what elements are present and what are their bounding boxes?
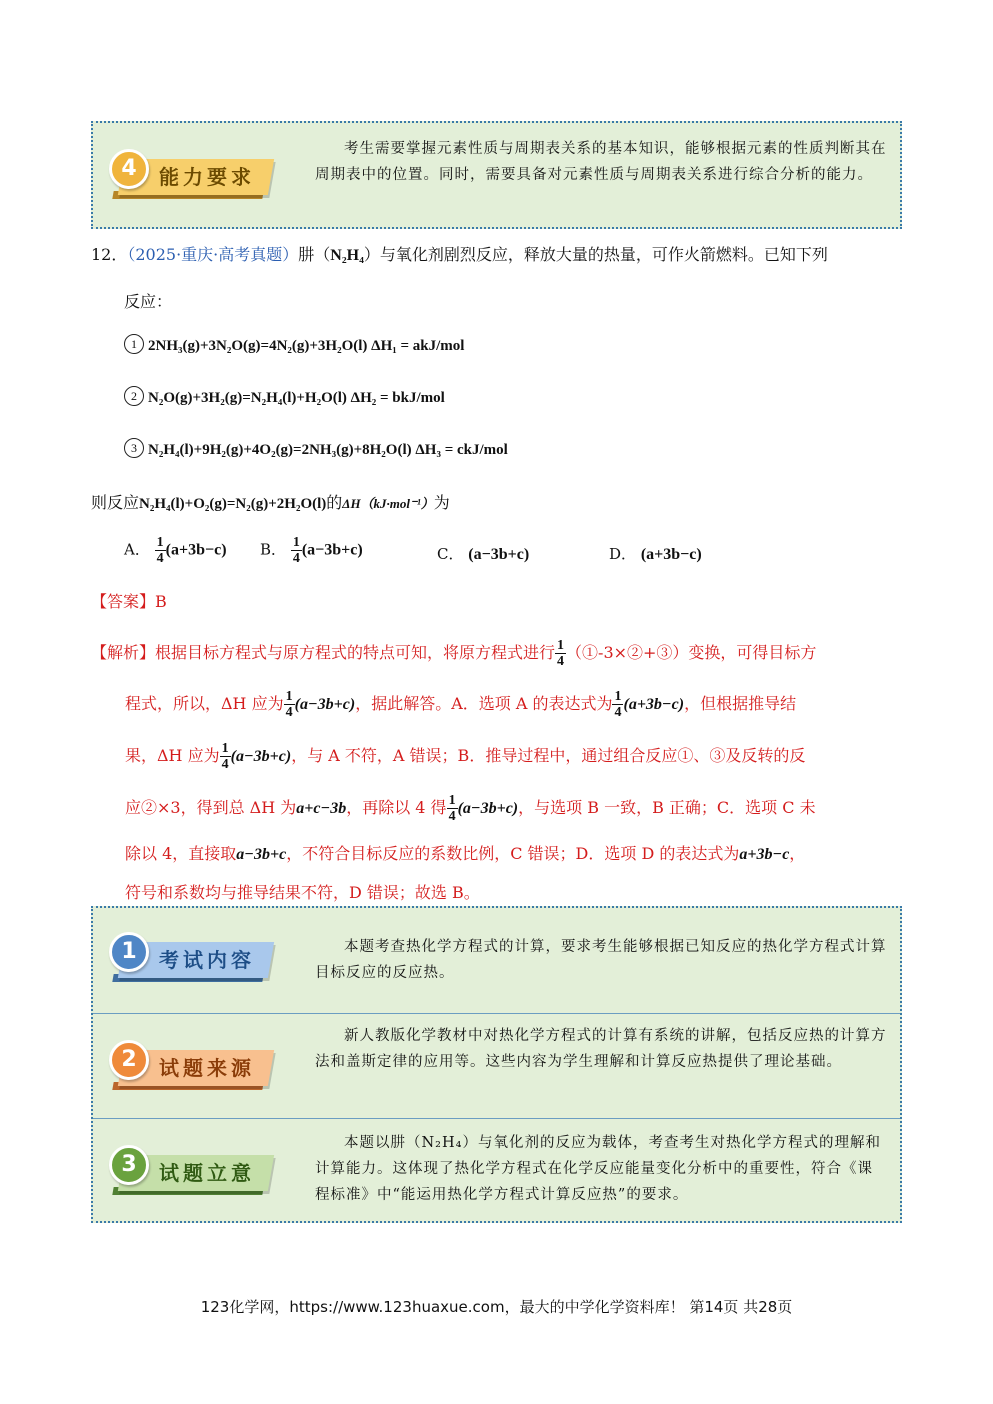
question-source-badge xyxy=(107,1036,277,1098)
badge-title: 考试内容 xyxy=(159,948,255,972)
hydrazine-formula: N₂H₄ xyxy=(330,247,364,264)
question-intent-text: 本题以肼（N₂H₄）与氧化剂的反应为载体，考查考生对热化学方程式的理解和计算能力。这体现了热化学方程式在化学反应能量变化分析中的重要性，符合《课程标准》中“能运用热化学方程式计算反应热”的要求。 xyxy=(315,1135,881,1203)
analysis-line xyxy=(91,834,901,875)
analysis-text: ，据此解答。A．选项 A 的表达式为 xyxy=(355,694,613,713)
answer-label: 【答案】 xyxy=(91,592,156,611)
target-text: 的 xyxy=(326,493,343,512)
circle-number: 3 xyxy=(124,438,144,458)
question-stem xyxy=(91,240,902,271)
option-expression: (a−3b+c) xyxy=(301,541,363,559)
analysis-text: ，不符合目标反应的系数比例，C 错误；D．选项 D 的表达式为 xyxy=(286,844,740,863)
circle-number: 2 xyxy=(124,386,144,406)
reaction-equation: N₂H₄(l)+9H₂(g)+4O₂(g)=2NH₃(g)+8H₂O(l) ΔH₃ = ckJ/mol xyxy=(148,442,508,458)
reaction-3 xyxy=(124,438,508,459)
fraction xyxy=(447,793,458,824)
fraction xyxy=(284,689,295,720)
option-label: A． xyxy=(124,540,150,559)
analysis-text: 符号和系数均与推导结果不符，D 错误；故选 B。 xyxy=(125,883,480,902)
math-expression: a+c−3b xyxy=(296,800,347,817)
reaction-equation: N₂O(g)+3H₂(g)=N₂H₄(l)+H₂O(l) ΔH₂ = bkJ/mol xyxy=(148,390,445,406)
badge-number: 3 xyxy=(109,1145,149,1185)
analysis-label: 【解析】 xyxy=(91,643,156,662)
option-expression: (a+3b−c) xyxy=(640,546,702,563)
badge-title: 能力要求 xyxy=(159,165,255,189)
math-expression: (a+3b−c) xyxy=(623,696,685,713)
math-expression: (a−3b+c) xyxy=(230,748,292,765)
fraction-den: 4 xyxy=(557,654,565,669)
math-expression: a−3b+c xyxy=(236,846,287,863)
analysis-text: 根据目标方程式与原方程式的特点可知，将原方程式进行 xyxy=(155,643,556,662)
fraction xyxy=(155,535,166,566)
circle-number: 1 xyxy=(124,334,144,354)
fraction-den: 4 xyxy=(614,705,622,720)
fraction xyxy=(220,741,231,772)
option-d[interactable] xyxy=(609,543,702,564)
answer-value: B xyxy=(155,592,167,611)
question-intent-badge xyxy=(107,1141,277,1203)
math-expression: (a−3b+c) xyxy=(457,800,519,817)
question-number: 12． xyxy=(91,245,128,264)
fraction-num: 1 xyxy=(285,689,293,704)
analysis-text: （①-3×②+③）变换，可得目标方 xyxy=(566,643,817,662)
ability-requirement-text: 考生需要掌握元素性质与周期表关系的基本知识，能够根据元素的性质判断其在周期表中的位置。同时，需要具备对元素性质与周期表关系进行综合分析的能力。 xyxy=(315,141,887,183)
ability-badge xyxy=(107,145,277,207)
exam-analysis-box xyxy=(91,906,902,1223)
math-expression: a+3b−c xyxy=(739,846,790,863)
option-expression: (a+3b−c) xyxy=(165,541,227,559)
math-expression: (a−3b+c) xyxy=(294,696,356,713)
exam-content-badge xyxy=(107,928,277,990)
analysis-text: ，但根据推导结 xyxy=(684,694,797,713)
reaction-2 xyxy=(124,386,445,407)
fraction-num: 1 xyxy=(221,741,229,756)
option-b[interactable] xyxy=(260,535,363,566)
analysis-text: ，再除以 4 得 xyxy=(346,798,447,817)
fraction-den: 4 xyxy=(448,809,456,824)
analysis-text: 应②×3，得到总 ΔH 为 xyxy=(125,798,297,817)
badge-title: 试题来源 xyxy=(159,1056,255,1080)
badge-number: 4 xyxy=(109,149,149,189)
answer-line xyxy=(91,587,902,617)
option-a[interactable] xyxy=(124,535,227,566)
target-reaction xyxy=(91,488,902,519)
analysis-line xyxy=(91,627,901,678)
question-source-link[interactable]: （2025·重庆·高考真题） xyxy=(127,245,299,264)
question-source-row xyxy=(93,1013,900,1118)
target-equation: N₂H₄(l)+O₂(g)=N₂(g)+2H₂O(l) xyxy=(139,496,327,512)
fraction xyxy=(612,689,623,720)
ability-requirement-row xyxy=(93,123,900,227)
fraction-num: 1 xyxy=(292,535,300,550)
reaction-1 xyxy=(124,334,464,355)
option-label: B． xyxy=(260,540,287,559)
fraction-den: 4 xyxy=(292,551,300,566)
analysis-line xyxy=(91,730,901,782)
badge-number: 1 xyxy=(109,932,149,972)
option-label: D． xyxy=(609,545,637,563)
option-c[interactable] xyxy=(437,543,529,564)
analysis-text: 程式，所以，ΔH 应为 xyxy=(125,694,284,713)
badge-title: 试题立意 xyxy=(159,1161,255,1185)
fraction-num: 1 xyxy=(614,689,622,704)
exam-content-row xyxy=(93,908,900,1013)
stem-text: ）与氧化剂剧烈反应，释放大量的热量，可作火箭燃料。已知下列 xyxy=(363,245,828,264)
exam-content-text: 本题考查热化学方程式的计算，要求考生能够根据已知反应的热化学方程式计算目标反应的反应热。 xyxy=(315,939,887,981)
page-footer: 123化学网，https://www.123huaxue.com，最大的中学化学资料库！ 第14页 共28页 xyxy=(200,1298,793,1316)
fraction xyxy=(555,638,566,669)
fraction-den: 4 xyxy=(221,757,229,772)
analysis-text: ， xyxy=(789,844,806,863)
analysis-line xyxy=(91,678,901,730)
analysis-text: 除以 4，直接取 xyxy=(125,844,237,863)
target-text: 则反应 xyxy=(91,493,140,512)
fraction-den: 4 xyxy=(285,705,293,720)
analysis-text: ，与选项 B 一致，B 正确；C．选项 C 未 xyxy=(518,798,816,817)
analysis-text: 果，ΔH 应为 xyxy=(125,746,220,765)
target-unit: ΔH（kJ·mol⁻¹） xyxy=(342,496,434,511)
stem-text: 肼（ xyxy=(298,245,331,264)
reaction-equation: 2NH₃(g)+3N₂O(g)=4N₂(g)+3H₂O(l) ΔH₁ = akJ/mol xyxy=(148,338,465,354)
question-intent-row xyxy=(93,1118,900,1221)
option-label: C． xyxy=(437,545,464,563)
analysis-line xyxy=(91,782,901,834)
ability-requirement-box xyxy=(91,121,902,229)
fraction xyxy=(291,535,302,566)
question-stem-continued: 反应： xyxy=(124,292,173,311)
option-expression: (a−3b+c) xyxy=(468,546,530,563)
analysis-block xyxy=(91,627,901,911)
fraction-den: 4 xyxy=(156,551,164,566)
analysis-text: ，与 A 不符，A 错误；B．推导过程中，通过组合反应①、③及反转的反 xyxy=(291,746,806,765)
question-source-text: 新人教版化学教材中对热化学方程式的计算有系统的讲解，包括反应热的计算方法和盖斯定律的应用等。这些内容为学生理解和计算反应热提供了理论基础。 xyxy=(315,1028,887,1070)
target-text: 为 xyxy=(433,493,450,512)
fraction-num: 1 xyxy=(156,535,164,550)
badge-number: 2 xyxy=(109,1040,149,1080)
fraction-num: 1 xyxy=(557,638,565,653)
fraction-num: 1 xyxy=(448,793,456,808)
